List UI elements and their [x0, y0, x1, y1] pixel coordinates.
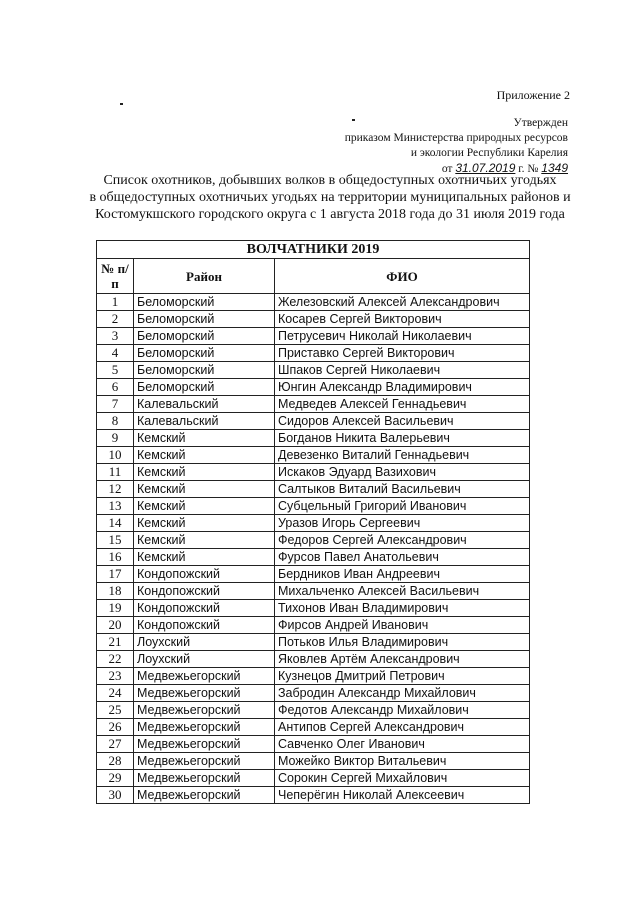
row-district: Медвежьегорский: [134, 736, 275, 753]
table-row: [97, 702, 530, 719]
row-district: Кемский: [134, 532, 275, 549]
table-row: [97, 430, 530, 447]
row-district: Лоухский: [134, 651, 275, 668]
table-row: [97, 685, 530, 702]
row-district: Беломорский: [134, 379, 275, 396]
row-number: 27: [97, 736, 134, 753]
row-number: 9: [97, 430, 134, 447]
row-number: 11: [97, 464, 134, 481]
title-line-2: в общедоступных охотничьих угодьях на территории муниципальных районов и: [89, 190, 571, 205]
row-name: Можейко Виктор Витальевич: [275, 753, 530, 770]
table-row: [97, 617, 530, 634]
row-name: Забродин Александр Михайлович: [275, 685, 530, 702]
row-number: 25: [97, 702, 134, 719]
row-district: Медвежьегорский: [134, 668, 275, 685]
row-name: Богданов Никита Валерьевич: [275, 430, 530, 447]
row-name: Потьков Илья Владимирович: [275, 634, 530, 651]
table-row: [97, 566, 530, 583]
row-name: Медведев Алексей Геннадьевич: [275, 396, 530, 413]
row-number: 26: [97, 719, 134, 736]
row-number: 22: [97, 651, 134, 668]
row-district: Кондопожский: [134, 566, 275, 583]
table-row: [97, 413, 530, 430]
row-name: Сидоров Алексей Васильевич: [275, 413, 530, 430]
row-district: Медвежьегорский: [134, 702, 275, 719]
row-number: 10: [97, 447, 134, 464]
row-number: 1: [97, 294, 134, 311]
row-district: Кондопожский: [134, 583, 275, 600]
row-name: Тихонов Иван Владимирович: [275, 600, 530, 617]
table-row: [97, 345, 530, 362]
table-row: [97, 736, 530, 753]
row-number: 16: [97, 549, 134, 566]
row-name: Антипов Сергей Александрович: [275, 719, 530, 736]
row-district: Кемский: [134, 430, 275, 447]
table-row: [97, 447, 530, 464]
row-district: Калевальский: [134, 413, 275, 430]
row-district: Медвежьегорский: [134, 753, 275, 770]
row-district: Кондопожский: [134, 617, 275, 634]
row-district: Кондопожский: [134, 600, 275, 617]
approval-block: [345, 116, 568, 177]
approved-ecology: и экологии Республики Карелия: [410, 147, 568, 159]
number-prefix: г. №: [518, 163, 539, 175]
table-row: [97, 719, 530, 736]
table-row: [97, 362, 530, 379]
row-number: 20: [97, 617, 134, 634]
row-number: 29: [97, 770, 134, 787]
title-line-3: Костомукшского городского округа с 1 августа 2018 года до 31 июля 2019 года: [95, 207, 565, 222]
row-district: Беломорский: [134, 311, 275, 328]
table-row: [97, 294, 530, 311]
table-row: [97, 770, 530, 787]
row-number: 19: [97, 600, 134, 617]
col-header-name: ФИО: [275, 259, 530, 294]
table-row: [97, 787, 530, 804]
table-row: [97, 328, 530, 345]
row-number: 2: [97, 311, 134, 328]
row-name: Савченко Олег Иванович: [275, 736, 530, 753]
row-number: 4: [97, 345, 134, 362]
row-number: 17: [97, 566, 134, 583]
row-name: Фурсов Павел Анатольевич: [275, 549, 530, 566]
table-row: [97, 498, 530, 515]
row-district: Лоухский: [134, 634, 275, 651]
row-number: 7: [97, 396, 134, 413]
row-number: 30: [97, 787, 134, 804]
row-number: 8: [97, 413, 134, 430]
row-number: 3: [97, 328, 134, 345]
row-number: 12: [97, 481, 134, 498]
table-row: [97, 515, 530, 532]
row-name: Уразов Игорь Сергеевич: [275, 515, 530, 532]
row-number: 13: [97, 498, 134, 515]
date-prefix: от: [441, 163, 453, 175]
title-line-1: Список охотников, добывших волков в общедоступных охотничьих угодьях: [103, 173, 557, 188]
row-number: 21: [97, 634, 134, 651]
row-number: 6: [97, 379, 134, 396]
table-row: [97, 651, 530, 668]
table-row: [97, 379, 530, 396]
table-row: [97, 753, 530, 770]
row-number: 28: [97, 753, 134, 770]
hunters-table: [96, 240, 530, 804]
scan-speck: [120, 103, 123, 105]
table-row: [97, 396, 530, 413]
row-number: 15: [97, 532, 134, 549]
row-name: Субцельный Григорий Иванович: [275, 498, 530, 515]
row-name: Яковлев Артём Александрович: [275, 651, 530, 668]
approval-date: 31.07.2019: [455, 161, 516, 175]
row-name: Бердников Иван Андреевич: [275, 566, 530, 583]
row-name: Приставко Сергей Викторович: [275, 345, 530, 362]
table-row: [97, 481, 530, 498]
table-row: [97, 583, 530, 600]
approved-ministry: приказом Министерства природных ресурсов: [344, 132, 568, 144]
row-name: Салтыков Виталий Васильевич: [275, 481, 530, 498]
row-number: 23: [97, 668, 134, 685]
row-name: Железовский Алексей Александрович: [275, 294, 530, 311]
row-district: Калевальский: [134, 396, 275, 413]
row-district: Беломорский: [134, 345, 275, 362]
row-district: Медвежьегорский: [134, 787, 275, 804]
row-number: 18: [97, 583, 134, 600]
row-district: Медвежьегорский: [134, 770, 275, 787]
row-name: Федотов Александр Михайлович: [275, 702, 530, 719]
row-name: Юнгин Александр Владимирович: [275, 379, 530, 396]
table-row: [97, 549, 530, 566]
row-district: Кемский: [134, 515, 275, 532]
row-name: Искаков Эдуард Вазихович: [275, 464, 530, 481]
table-header-row: [97, 259, 530, 294]
col-header-district: Район: [134, 259, 275, 294]
table-caption-row: [97, 241, 530, 259]
row-district: Кемский: [134, 481, 275, 498]
row-name: Косарев Сергей Викторович: [275, 311, 530, 328]
row-name: Девезенко Виталий Геннадьевич: [275, 447, 530, 464]
table-body: [97, 294, 530, 804]
row-name: Сорокин Сергей Михайлович: [275, 770, 530, 787]
row-name: Чеперёгин Николай Алексеевич: [275, 787, 530, 804]
row-name: Михальченко Алексей Васильевич: [275, 583, 530, 600]
row-district: Кемский: [134, 464, 275, 481]
row-name: Шпаков Сергей Николаевич: [275, 362, 530, 379]
table-row: [97, 668, 530, 685]
table-row: [97, 532, 530, 549]
row-district: Беломорский: [134, 328, 275, 345]
row-number: 5: [97, 362, 134, 379]
approved-word: Утвержден: [513, 117, 568, 129]
row-district: Медвежьегорский: [134, 685, 275, 702]
row-name: Федоров Сергей Александрович: [275, 532, 530, 549]
table-row: [97, 634, 530, 651]
row-name: Фирсов Андрей Иванович: [275, 617, 530, 634]
annex-label: Приложение 2: [496, 88, 570, 102]
row-name: Петрусевич Николай Николаевич: [275, 328, 530, 345]
row-district: Кемский: [134, 549, 275, 566]
table-row: [97, 464, 530, 481]
table-row: [97, 311, 530, 328]
col-header-number: № п/п: [97, 259, 134, 294]
row-district: Беломорский: [134, 362, 275, 379]
row-district: Медвежьегорский: [134, 719, 275, 736]
row-district: Кемский: [134, 447, 275, 464]
order-number: 1349: [541, 161, 568, 175]
row-number: 14: [97, 515, 134, 532]
row-district: Кемский: [134, 498, 275, 515]
row-number: 24: [97, 685, 134, 702]
table-row: [97, 600, 530, 617]
row-name: Кузнецов Дмитрий Петрович: [275, 668, 530, 685]
document-title: [60, 172, 600, 223]
row-district: Беломорский: [134, 294, 275, 311]
table-caption: ВОЛЧАТНИКИ 2019: [97, 241, 530, 259]
